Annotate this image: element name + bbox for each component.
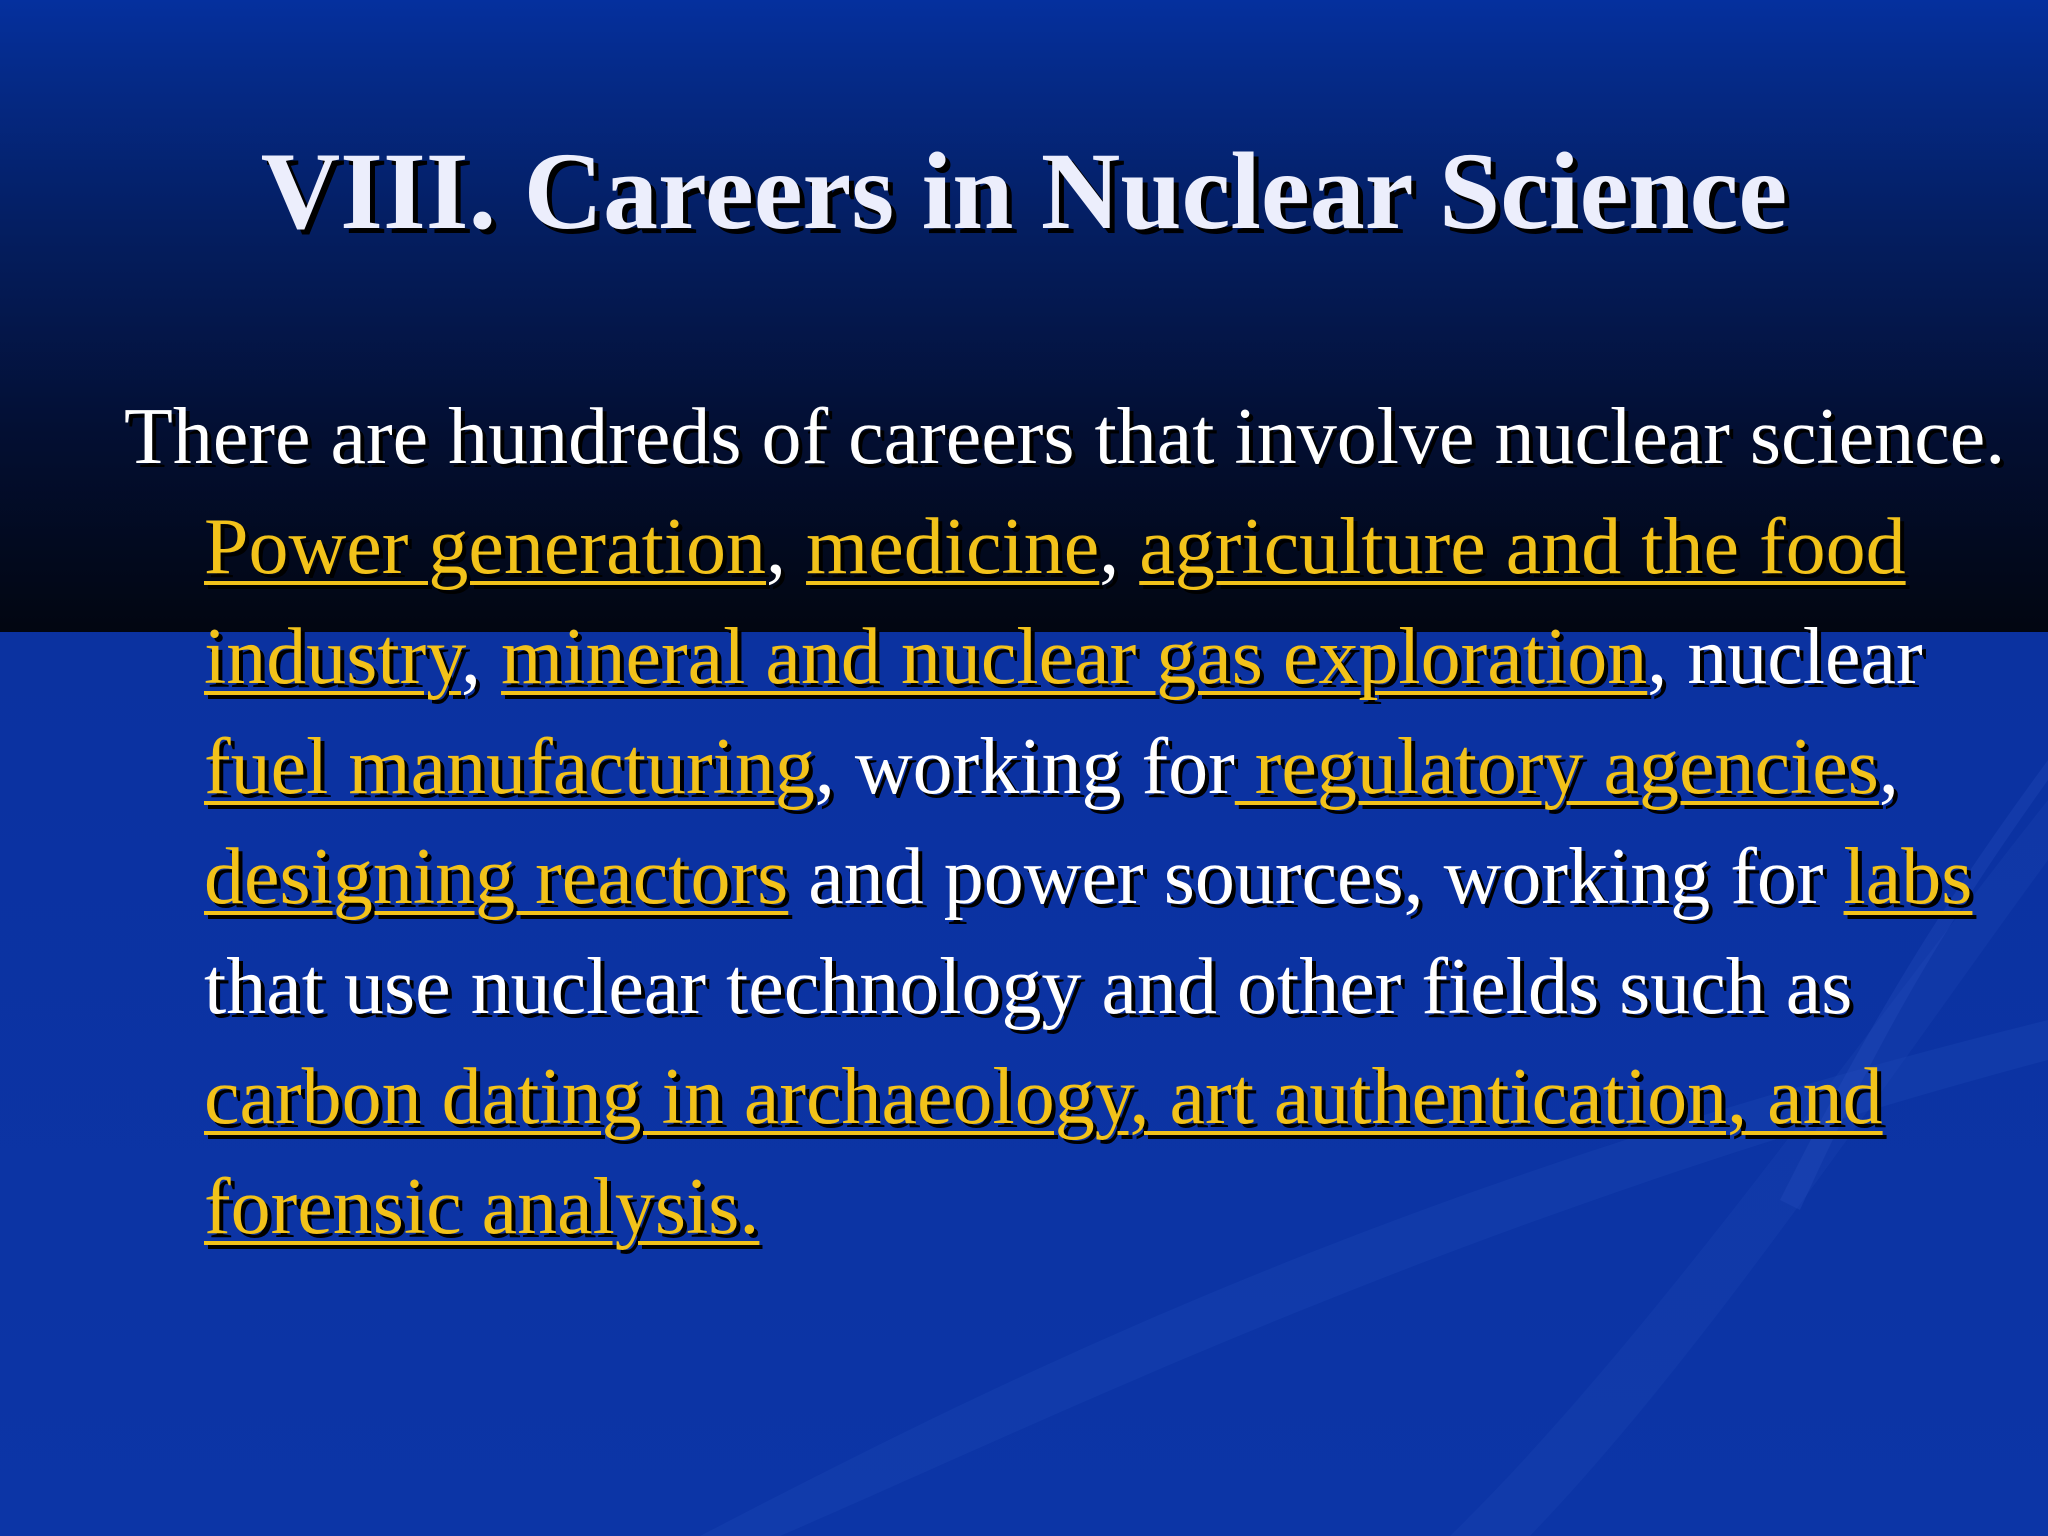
separator-text: , xyxy=(461,613,502,701)
body-intro-text: There are hundreds of careers that involve nuclear science. xyxy=(124,393,2006,481)
slide-title: VIII. Careers in Nuclear Science xyxy=(260,130,1788,252)
separator-text: , xyxy=(1099,503,1140,591)
body-text-nuclear: , nuclear xyxy=(1647,613,1923,701)
link-medicine[interactable]: medicine xyxy=(806,503,1100,591)
link-labs[interactable]: labs xyxy=(1843,833,1973,921)
link-regulatory-agencies[interactable]: regulatory agencies xyxy=(1234,723,1879,811)
body-text-power-sources: and power sources, working for xyxy=(788,833,1844,921)
link-agriculture[interactable]: agriculture and the food industry xyxy=(204,503,1906,701)
separator-text: , xyxy=(766,503,807,591)
body-paragraph xyxy=(124,382,2022,1262)
link-power-generation[interactable]: Power generation xyxy=(204,503,767,591)
body-text-that-use: that use nuclear technology and other fields such as xyxy=(204,943,1853,1031)
link-mineral-exploration[interactable]: mineral and nuclear gas exploration xyxy=(501,613,1648,701)
body-text-working-for: , working for xyxy=(814,723,1235,811)
link-carbon-dating[interactable]: carbon dating in archaeology, art authentication, and forensic analysis. xyxy=(204,1053,1883,1251)
link-fuel-manufacturing[interactable]: fuel manufacturing xyxy=(204,723,815,811)
link-designing-reactors[interactable]: designing reactors xyxy=(204,833,789,921)
separator-text: , xyxy=(1878,723,1899,811)
